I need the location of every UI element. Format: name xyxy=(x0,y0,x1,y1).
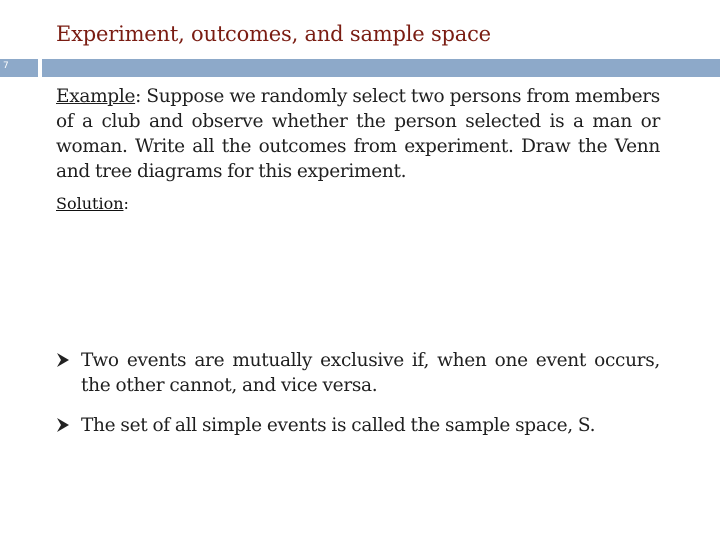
arrow-bullet-icon xyxy=(56,352,70,368)
slide-number: 7 xyxy=(3,61,9,71)
solution-label: Solution xyxy=(56,194,124,213)
example-label: Example xyxy=(56,86,136,107)
example-paragraph xyxy=(56,84,660,184)
bullet-text: The set of all simple events is called the sample space, S. xyxy=(81,415,596,436)
arrow-bullet-icon xyxy=(56,417,70,433)
example-text: : Suppose we randomly select two persons from members of a club and observe whether the person selected is a man or woman. Write all the outcomes from experiment. Draw the Venn and tree diagrams for this experiment. xyxy=(56,86,660,182)
header-bar-right xyxy=(42,59,720,77)
bullet-text: Two events are mutually exclusive if, when one event occurs, the other cannot, and vice versa. xyxy=(81,350,660,396)
solution-heading xyxy=(56,194,129,213)
solution-colon: : xyxy=(123,194,129,213)
slide-title: Experiment, outcomes, and sample space xyxy=(56,22,491,46)
